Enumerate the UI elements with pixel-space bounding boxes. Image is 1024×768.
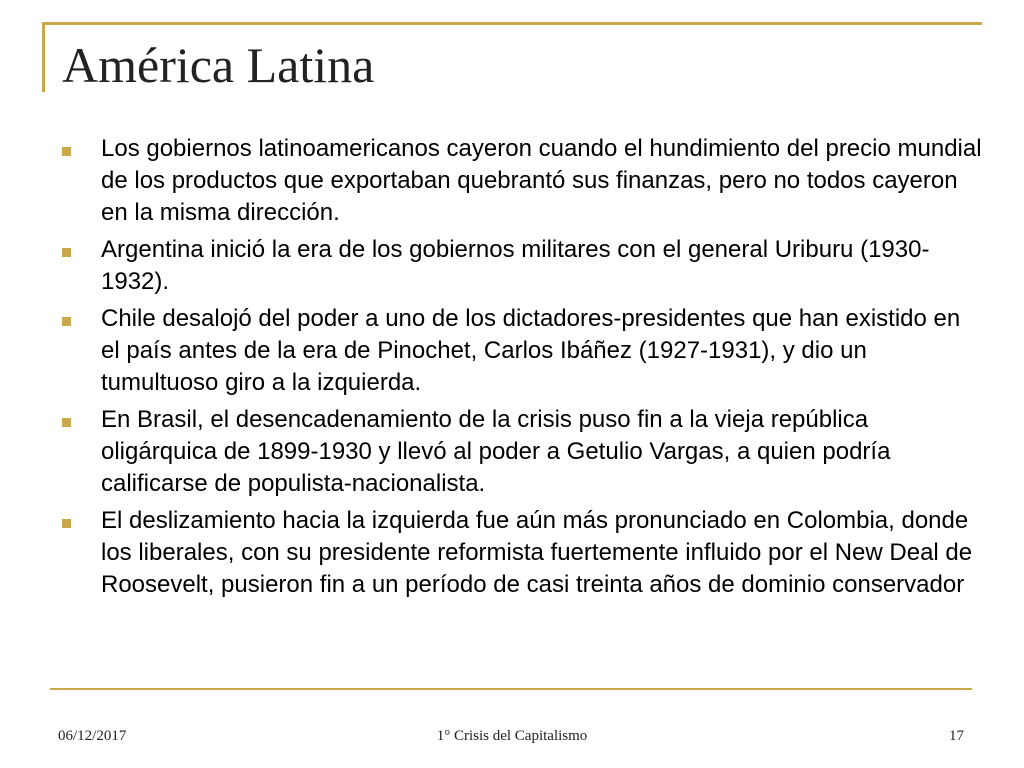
bullet-item [62, 303, 982, 399]
slide-title: América Latina [62, 37, 375, 93]
footer-date: 06/12/2017 [58, 728, 127, 744]
square-bullet-icon [62, 519, 71, 528]
square-bullet-icon [62, 147, 71, 156]
frame-left-rule [42, 22, 45, 92]
bullet-list [62, 133, 982, 606]
bullet-text: Los gobiernos latinoamericanos cayeron cuando el hundimiento del precio mundial de los productos que exportaban quebrantó sus finanzas, pero no todos cayeron en la misma dirección. [101, 135, 982, 226]
bullet-text: Chile desalojó del poder a uno de los dictadores-presidentes que han existido en el país antes de la era de Pinochet, Carlos Ibáñez (1927-1931), y dio un tumultuoso giro a la izquierda. [101, 305, 961, 396]
square-bullet-icon [62, 317, 71, 326]
bullet-item [62, 505, 982, 601]
bullet-item [62, 234, 982, 298]
footer-title: 1° Crisis del Capitalismo [436, 728, 588, 744]
bullet-text: En Brasil, el desencadenamiento de la crisis puso fin a la vieja república oligárquica de 1899-1930 y llevó al poder a Getulio Vargas, a quien podría calificarse de populista-nacionalista. [101, 406, 891, 497]
page-number: 17 [949, 728, 964, 744]
square-bullet-icon [62, 248, 71, 257]
bullet-text: Argentina inició la era de los gobiernos militares con el general Uriburu (1930-1932). [101, 236, 930, 295]
frame-top-rule [42, 22, 982, 25]
bullet-item [62, 133, 982, 229]
bullet-text: El deslizamiento hacia la izquierda fue aún más pronunciado en Colombia, donde los liberales, con su presidente reformista fuertemente influido por el New Deal de Roosevelt, pusieron fin a un período de casi treinta años de dominio conservador [101, 507, 973, 598]
bullet-item [62, 404, 982, 500]
square-bullet-icon [62, 418, 71, 427]
footer-divider [50, 688, 972, 690]
